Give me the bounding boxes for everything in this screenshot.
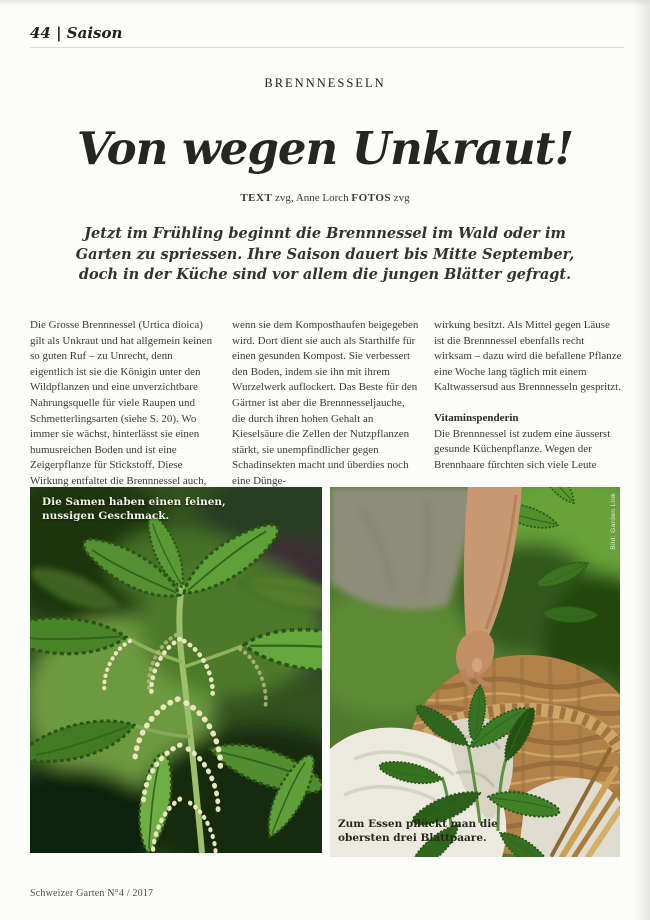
article-title: Von wegen Unkraut! [76,122,574,176]
footer-imprint: Schweizer Garten N°4 / 2017 [30,888,154,899]
harvest-basket-photo [330,487,620,857]
lead-paragraph: Jetzt im Frühling beginnt die Brennnessel im Wald oder im Garten zu spriessen. Ihre Saison dauert bis Mitte September, doch in der Küche sind vor allem die jungen Blätter gefragt. [75,225,575,283]
body-column-2 [232,318,420,490]
harvest-basket-illustration [330,487,620,857]
article-kicker: BRENNNESSELN [264,76,386,90]
left-photo-caption: Die Samen haben einen feinen, nussigen Geschmack. [42,496,226,522]
column3-intro: wirkung besitzt. Als Mittel gegen Läuse ist die Brennnessel ebenfalls recht wirksam – dazu wird die befallene Pflanze eine Woche lang täglich mit einem Kaltwassersud aus Brennnesseln gespritzt. [434,319,622,394]
nettle-plant-photo [30,487,322,853]
byline [0,192,650,204]
body-column-3 [434,318,622,490]
column2-text: wenn sie dem Komposthaufen beigegeben wird. Dort dient sie auch als Starthilfe für einen gesunden Kompost. Sie verbessert den Boden, indem sie ihn mit ihrem Wurzelwerk auflockert. Das Beste für den Gärtner ist aber die Brennnesseljauche, die durch ihren hohen Gehalt an Kieselsäure die Zellen der Nutzpflanzen stärkt, sie unempfindlicher gegen Schadinsekten macht und überdies noch eine Dünge- [232,319,419,487]
page-number-section: 44 | Saison [30,24,123,42]
right-photo-caption: Zum Essen pflückt man die obersten drei Blattpaare. [338,818,498,844]
byline-photos-label: FOTOS [351,192,392,204]
column3-body: Die Brennnessel ist zudem eine äusserst gesunde Küchenpflanze. Wegen der Brennhaare fürchten sich viele Leute [434,427,611,471]
scan-edge-top [0,0,650,6]
column3-subheading: Vitaminspenderin [434,411,519,424]
nettle-plant-illustration [30,487,322,853]
body-column-1 [30,318,218,490]
photo-credit: Bild: Garden Link [610,493,617,550]
body-columns [30,318,622,490]
byline-photos-value: zvg [393,192,410,204]
column1-text: Die Grosse Brennnessel (Urtica dioica) gilt als Unkraut und hat allgemein keinen so guten Ruf – zu Unrecht, denn eigentlich ist sie die Königin unter den Wildpflanzen und eine unverzichtbare Nahrungsquelle für viele Raupen und Schmetterlingsarten (siehe S. 20). Wo immer sie wächst, hinterlässt sie einen humusreichen Boden und ist eine Zeigerpflanze für Stickstoff. Diese Wirkung entfaltet die Brennnessel auch, [30,319,213,487]
byline-text-label: TEXT [240,192,273,204]
byline-text-value: zvg, Anne Lorch [275,192,349,204]
header-rule [30,47,624,48]
